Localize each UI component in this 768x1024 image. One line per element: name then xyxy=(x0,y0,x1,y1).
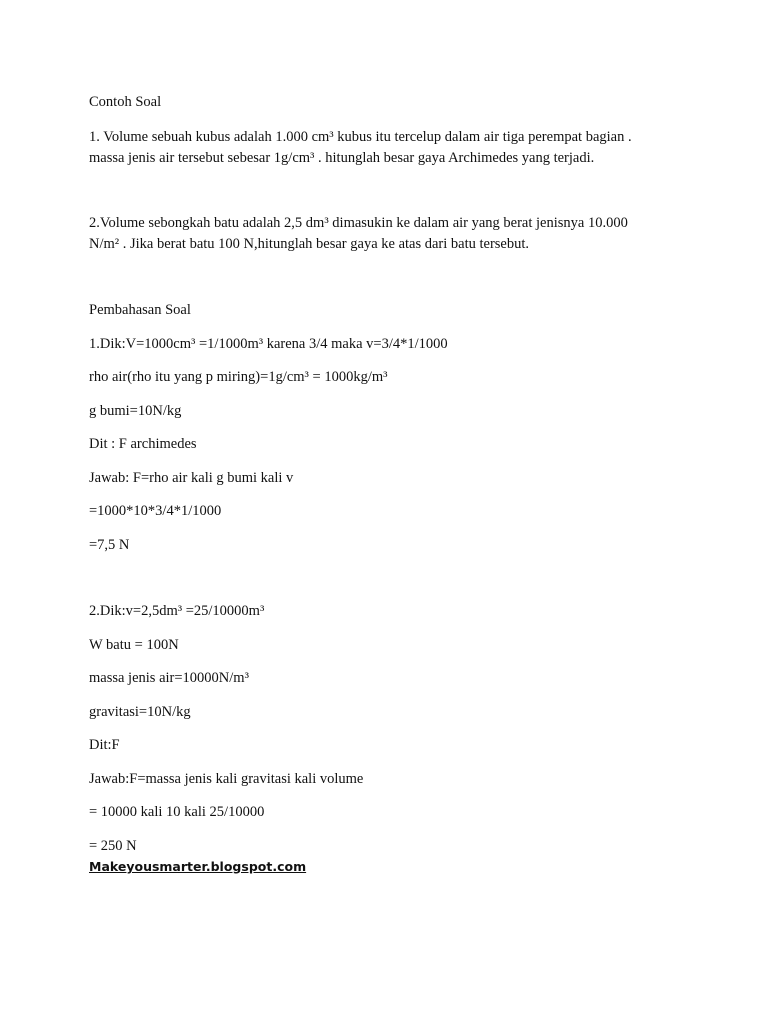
heading-contoh-soal: Contoh Soal xyxy=(89,94,162,110)
soal-2-line-1: 2.Volume sebongkah batu adalah 2,5 dm³ dimasukin ke dalam air yang berat jenisnya 10.000 xyxy=(89,215,628,231)
pembahasan-2-line: gravitasi=10N/kg xyxy=(89,704,191,720)
soal-2-line-2: N/m² . Jika berat batu 100 N,hitunglah besar gaya ke atas dari batu tersebut. xyxy=(89,236,530,252)
pembahasan-2-line: Jawab:F=massa jenis kali gravitasi kali volume xyxy=(89,771,364,787)
pembahasan-2-line: = 10000 kali 10 kali 25/10000 xyxy=(89,804,265,820)
heading-pembahasan-soal: Pembahasan Soal xyxy=(89,302,191,318)
pembahasan-2-line: 2.Dik:v=2,5dm³ =25/10000m³ xyxy=(89,603,265,619)
soal-1-line-1: 1. Volume sebuah kubus adalah 1.000 cm³ kubus itu tercelup dalam air tiga perempat bagian . xyxy=(89,129,632,145)
pembahasan-2-line: Dit:F xyxy=(89,737,120,753)
pembahasan-1-line: =7,5 N xyxy=(89,537,130,553)
pembahasan-2-line: W batu = 100N xyxy=(89,637,179,653)
pembahasan-2-line: massa jenis air=10000N/m³ xyxy=(89,670,249,686)
pembahasan-1-line: Jawab: F=rho air kali g bumi kali v xyxy=(89,470,294,486)
soal-1-line-2: massa jenis air tersebut sebesar 1g/cm³ . hitunglah besar gaya Archimedes yang terjadi. xyxy=(89,150,595,166)
pembahasan-1-line: 1.Dik:V=1000cm³ =1/1000m³ karena 3/4 maka v=3/4*1/1000 xyxy=(89,336,448,352)
pembahasan-1-line: =1000*10*3/4*1/1000 xyxy=(89,503,222,519)
pembahasan-1-line: Dit : F archimedes xyxy=(89,436,197,452)
pembahasan-1-line: rho air(rho itu yang p miring)=1g/cm³ = 1000kg/m³ xyxy=(89,369,388,385)
blog-link[interactable]: Makeyousmarter.blogspot.com xyxy=(89,859,307,874)
pembahasan-1-line: g bumi=10N/kg xyxy=(89,403,182,419)
pembahasan-2-line: = 250 N xyxy=(89,838,137,854)
